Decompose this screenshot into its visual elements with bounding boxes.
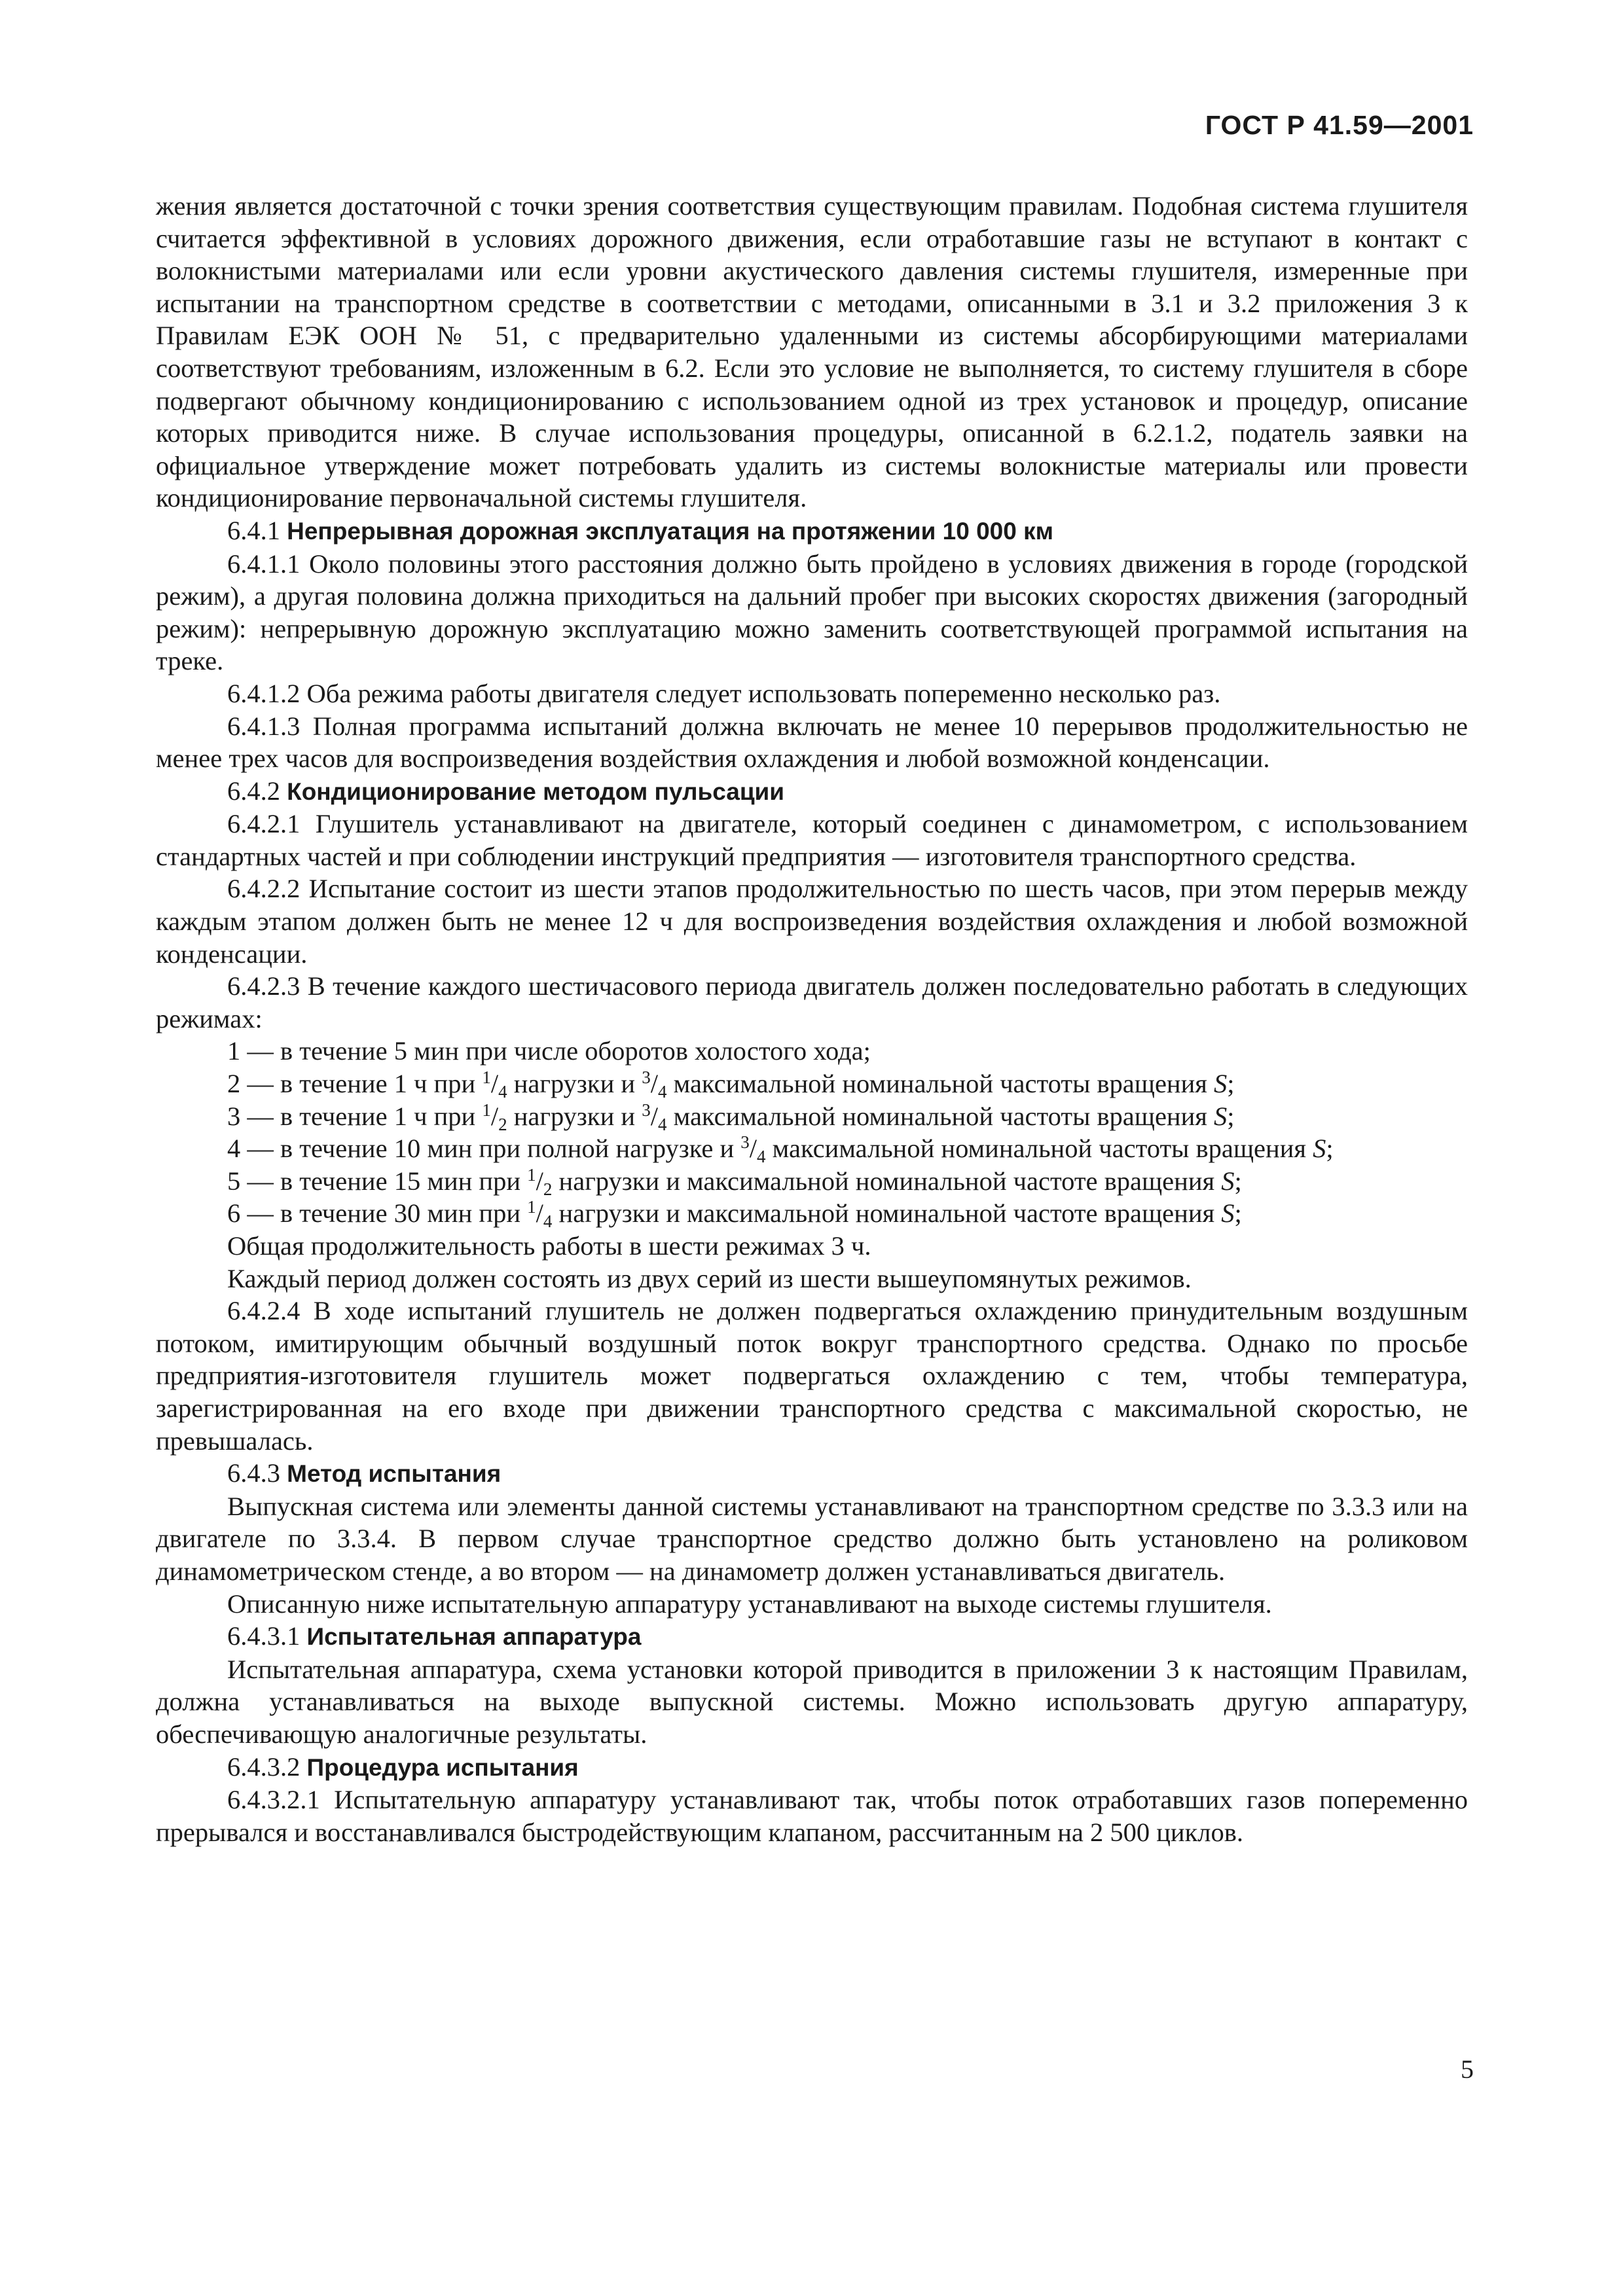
mode-text: нагрузки и максимальной номинальной частоте вращения xyxy=(552,1166,1222,1196)
fraction-three-quarters: $^3/_4$ xyxy=(740,1132,766,1167)
symbol-s: S xyxy=(1214,1101,1228,1131)
mode-text: 5 — в течение 15 мин при xyxy=(227,1166,528,1196)
mode-text: максимальной номинальной частоты вращения xyxy=(666,1069,1214,1099)
section-number: 6.4.2 xyxy=(227,776,280,806)
document-body xyxy=(156,190,1468,1848)
mode-text: нагрузки и xyxy=(507,1069,642,1099)
section-heading-6-4-3-1 xyxy=(156,1620,1468,1653)
section-title: Кондиционирование методом пульсации xyxy=(287,778,785,805)
mode-item-6: 6 — в течение 30 мин при $^1/_4$ нагрузки и максимальной номинальной частоте вращения S; xyxy=(227,1197,1242,1232)
paragraph-6-4-2-3: 6.4.2.3 В течение каждого шестичасового периода двигатель должен последовательно работать в следующих режимах: xyxy=(156,971,1468,1033)
mode-text: нагрузки и максимальной номинальной частоте вращения xyxy=(552,1198,1222,1229)
paragraph-6-4-1-2: 6.4.1.2 Оба режима работы двигателя следует использовать попеременно несколько раз. xyxy=(227,678,1221,708)
section-number: 6.4.3.1 xyxy=(227,1621,301,1651)
paragraph-6-4-1-1: 6.4.1.1 Около половины этого расстояния должно быть пройдено в условиях движения в городе (городской режим), а другая половина должна приходиться на дальний пробег при высоких скоростях движения (загородный режим): непрерывную дорожную эксплуатацию можно заменить соответствующей программой испытания на треке. xyxy=(156,548,1468,676)
paragraph-6-4-2-4: 6.4.2.4 В ходе испытаний глушитель не должен подвергаться охлаждению принудительным воздушным потоком, имитирующим обычный воздушный поток вокруг транспортного средства. Однако по просьбе предприятия-изготовителя глушитель может подвергаться охлаждению с тем, чтобы температура, зарегистрированная на его входе при движении транспортного средства с максимальной скоростью, не превышалась. xyxy=(156,1296,1468,1456)
section-title: Процедура испытания xyxy=(306,1753,579,1781)
fraction-three-quarters: $^3/_4$ xyxy=(642,1067,667,1102)
paragraph-6-4-3-b: Описанную ниже испытательную аппаратуру устанавливают на выходе системы глушителя. xyxy=(227,1588,1272,1619)
mode-text: 4 — в течение 10 мин при полной нагрузке и xyxy=(227,1134,741,1164)
mode-text: 2 — в течение 1 ч при xyxy=(227,1069,483,1099)
symbol-s: S xyxy=(1221,1166,1235,1196)
paragraph-6-4-3-a: Выпускная система или элементы данной системы устанавливают на транспортном средстве по 3.3.3 или на двигателе по 3.3.4. В первом случае транспортное средство должно быть установлено на роликовом динамометрическом стенде, а во втором — на динамометр должен устанавливаться двигатель. xyxy=(156,1491,1468,1586)
symbol-s: S xyxy=(1221,1198,1235,1229)
paragraph-6-4-2-1: 6.4.2.1 Глушитель устанавливают на двигателе, который соединен с динамометром, с использованием стандартных частей и при соблюдении инструкций предприятия — изготовителя транспортного средства. xyxy=(156,809,1468,871)
paragraph-6-4-2-2: 6.4.2.2 Испытание состоит из шести этапов продолжительностью по шесть часов, при этом перерыв между каждым этапом должен быть не менее 12 ч для воспроизведения воздействия охлаждения и любой возможной конденсации. xyxy=(156,874,1468,969)
mode-text: нагрузки и xyxy=(507,1101,642,1131)
symbol-s: S xyxy=(1214,1069,1228,1099)
section-heading-6-4-1 xyxy=(156,514,1468,548)
mode-item-3: 3 — в течение 1 ч при $^1/_2$ нагрузки и $^3/_4$ максимальной номинальной частоты вращения S; xyxy=(227,1100,1235,1134)
paragraph-6-4-3-1: Испытательная аппаратура, схема установки которой приводится в приложении 3 к настоящим Правилам, должна устанавливаться на выходе выпускной системы. Можно использовать другую аппаратуру, обеспечивающую аналогичные результаты. xyxy=(156,1654,1468,1749)
mode-text: максимальной номинальной частоты вращения xyxy=(666,1101,1214,1131)
mode-text: 3 — в течение 1 ч при xyxy=(227,1101,483,1131)
symbol-s: S xyxy=(1313,1134,1326,1164)
mode-item-4: 4 — в течение 10 мин при полной нагрузке и $^3/_4$ максимальной номинальной частоты вращения S; xyxy=(227,1132,1334,1167)
fraction-one-half: $^1/_2$ xyxy=(482,1100,507,1134)
fraction-one-quarter: $^1/_4$ xyxy=(482,1067,507,1102)
mode-item-1: 1 — в течение 5 мин при числе оборотов холостого хода; xyxy=(227,1036,871,1066)
page-number: 5 xyxy=(1461,2054,1474,2084)
fraction-one-half: $^1/_2$ xyxy=(527,1164,553,1199)
section-heading-6-4-3 xyxy=(156,1457,1468,1490)
mode-text: максимальной номинальной частоты вращения xyxy=(765,1134,1313,1164)
mode-item-2: 2 — в течение 1 ч при $^1/_4$ нагрузки и $^3/_4$ максимальной номинальной частоты вращения S; xyxy=(227,1067,1235,1102)
fraction-one-quarter: $^1/_4$ xyxy=(527,1197,553,1232)
section-heading-6-4-3-2 xyxy=(156,1751,1468,1784)
section-number: 6.4.3.2 xyxy=(227,1751,301,1782)
section-heading-6-4-2 xyxy=(156,775,1468,808)
paragraph-continuation: жения является достаточной с точки зрения соответствия существующим правилам. Подобная система глушителя считается эффективной в условиях дорожного движения, если отработавшие газы не вступают в контакт с волокнистыми материалами или если уровни акустического давления системы глушителя, измеренные при испытании на транспортном средстве в соответствии с методами, описанными в 3.1 и 3.2 приложения 3 к Правилам ЕЭК ООН № 51, с предварительно удаленными из системы абсорбирующими материалами соответствуют требованиям, изложенным в 6.2. Если это условие не выполняется, то систему глушителя в сборе подвергают обычному кондиционированию с использованием одной из трех установок и процедур, описание которых приводится ниже. В случае использования процедуры, описанной в 6.2.1.2, податель заявки на официальное утверждение может потребовать удалить из системы волокнистые материалы или провести кондиционирование первоначальной системы глушителя. xyxy=(156,191,1468,513)
section-number: 6.4.3 xyxy=(227,1458,280,1488)
paragraph-total-duration: Общая продолжительность работы в шести режимах 3 ч. xyxy=(227,1231,871,1261)
fraction-three-quarters: $^3/_4$ xyxy=(642,1100,667,1134)
paragraph-6-4-3-2-1: 6.4.3.2.1 Испытательную аппаратуру устанавливают так, чтобы поток отработавших газов попеременно прерывался и восстанавливался быстродействующим клапаном, рассчитанным на 2 500 циклов. xyxy=(156,1785,1468,1847)
document-id-header: ГОСТ Р 41.59—2001 xyxy=(1205,110,1474,140)
section-title: Испытательная аппаратура xyxy=(306,1623,642,1651)
section-title: Метод испытания xyxy=(287,1460,501,1488)
section-title: Непрерывная дорожная эксплуатация на протяжении 10 000 км xyxy=(287,517,1053,545)
paragraph-6-4-1-3: 6.4.1.3 Полная программа испытаний должна включать не менее 10 перерывов продолжительностью не менее трех часов для воспроизведения воздействия охлаждения и любой возможной конденсации. xyxy=(156,711,1468,774)
section-number: 6.4.1 xyxy=(227,515,280,545)
mode-item-5: 5 — в течение 15 мин при $^1/_2$ нагрузки и максимальной номинальной частоте вращения S; xyxy=(227,1164,1242,1199)
mode-text: 6 — в течение 30 мин при xyxy=(227,1198,528,1229)
paragraph-period: Каждый период должен состоять из двух серий из шести вышеупомянутых режимов. xyxy=(227,1263,1192,1293)
